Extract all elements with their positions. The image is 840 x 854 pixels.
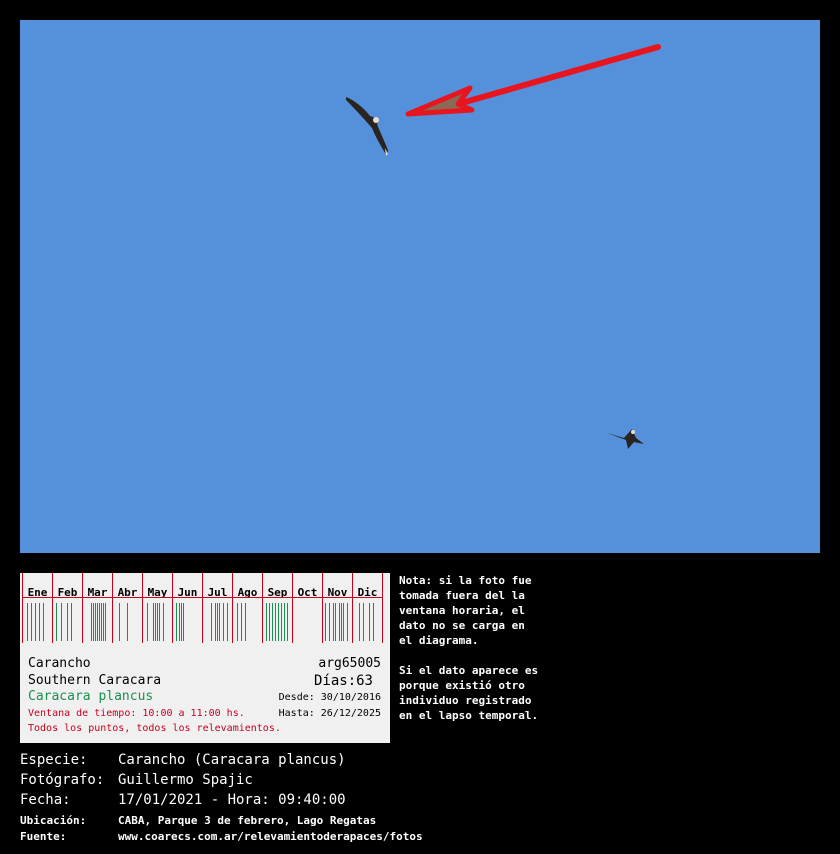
- photo-overlay: [20, 20, 820, 553]
- record-tick: [333, 603, 334, 641]
- record-tick: [275, 603, 276, 641]
- record-tick: [266, 603, 267, 641]
- record-tick: [153, 603, 154, 641]
- record-tick: [99, 603, 100, 641]
- record-tick: [181, 603, 182, 641]
- record-tick: [272, 603, 273, 641]
- record-tick: [101, 603, 102, 641]
- record-tick: [369, 603, 370, 641]
- record-tick: [97, 603, 98, 641]
- record-tick: [217, 603, 218, 641]
- month-label: Oct: [297, 586, 318, 599]
- record-tick: [341, 603, 342, 641]
- note-text: Nota: si la foto fue tomada fuera del la ventana horaria, el dato no se carga en el diagrama. Si el dato aparece es porque existió otro individuo registrado en el lapso temporal.: [399, 574, 539, 722]
- scientific-name: Caracara plancus: [28, 689, 154, 704]
- record-tick: [35, 603, 36, 641]
- month-label: Jul: [207, 586, 228, 599]
- record-tick: [71, 603, 72, 641]
- record-tick: [31, 603, 32, 641]
- record-tick: [284, 603, 285, 641]
- record-tick: [155, 603, 156, 641]
- species-code: arg65005: [318, 656, 381, 671]
- record-tick: [61, 603, 62, 641]
- month-label: Nov: [327, 586, 348, 599]
- record-tick: [159, 603, 160, 641]
- record-tick: [241, 603, 242, 641]
- fecha-label: Fecha:: [20, 792, 71, 808]
- fotografo-label: Fotógrafo:: [20, 772, 105, 788]
- month-column-feb: [52, 573, 82, 643]
- month-column-sep: [262, 573, 292, 643]
- record-tick: [179, 603, 180, 641]
- record-tick: [245, 603, 246, 641]
- month-column-dic: [352, 573, 382, 643]
- month-label: Jun: [177, 586, 198, 599]
- record-tick: [227, 603, 228, 641]
- fuente-value: www.coarecs.com.ar/relevamientoderapaces/fotos: [118, 830, 423, 843]
- record-tick: [56, 603, 57, 641]
- hasta-date: Hasta: 26/12/2025: [278, 708, 381, 719]
- record-tick: [183, 603, 184, 641]
- todos-text: Todos los puntos, todos los relevamientos.: [28, 723, 281, 734]
- record-tick: [335, 603, 336, 641]
- month-label: Sep: [267, 586, 288, 599]
- record-tick: [163, 603, 164, 641]
- record-tick: [147, 603, 148, 641]
- record-tick: [223, 603, 224, 641]
- record-tick: [215, 603, 216, 641]
- month-column-mar: [82, 573, 112, 643]
- record-tick: [27, 603, 28, 641]
- species-card: [20, 573, 390, 743]
- record-tick: [363, 603, 364, 641]
- month-diagram: [20, 573, 390, 643]
- month-label: Abr: [117, 586, 138, 599]
- record-tick: [119, 603, 120, 641]
- record-tick: [67, 603, 68, 641]
- record-tick: [281, 603, 282, 641]
- record-tick: [211, 603, 212, 641]
- especie-value: Carancho (Caracara plancus): [118, 752, 346, 768]
- record-tick: [359, 603, 360, 641]
- month-column-oct: [292, 573, 322, 643]
- month-label: Mar: [87, 586, 108, 599]
- month-column-jun: [172, 573, 202, 643]
- record-tick: [43, 603, 44, 641]
- fuente-label: Fuente:: [20, 830, 67, 843]
- month-column-abr: [112, 573, 142, 643]
- month-column-nov: [322, 573, 352, 643]
- common-name: Carancho: [28, 656, 91, 671]
- record-tick: [237, 603, 238, 641]
- record-tick: [219, 603, 220, 641]
- record-tick: [103, 603, 104, 641]
- record-tick: [127, 603, 128, 641]
- record-tick: [325, 603, 326, 641]
- month-label: Ago: [237, 586, 258, 599]
- especie-label: Especie:: [20, 752, 88, 768]
- dias-count: Días:63: [313, 673, 373, 689]
- record-tick: [105, 603, 106, 641]
- month-column-ago: [232, 573, 262, 643]
- record-tick: [347, 603, 348, 641]
- record-tick: [95, 603, 96, 641]
- record-tick: [93, 603, 94, 641]
- bird-1: [346, 97, 388, 156]
- record-tick: [329, 603, 330, 641]
- month-column-ene: [22, 573, 52, 643]
- ubicacion-label: Ubicación:: [20, 814, 87, 827]
- record-tick: [176, 603, 177, 641]
- record-tick: [269, 603, 270, 641]
- bird-photo: [20, 20, 820, 553]
- record-tick: [278, 603, 279, 641]
- record-tick: [339, 603, 340, 641]
- record-tick: [91, 603, 92, 641]
- month-column-jul: [202, 573, 232, 643]
- record-tick: [39, 603, 40, 641]
- red-arrow-annotation: [408, 47, 658, 114]
- fotografo-value: Guillermo Spajic: [118, 772, 253, 788]
- record-tick: [343, 603, 344, 641]
- month-label: Dic: [357, 586, 378, 599]
- month-label: Feb: [57, 586, 78, 599]
- fecha-value: 17/01/2021 - Hora: 09:40:00: [118, 792, 346, 808]
- ubicacion-value: CABA, Parque 3 de febrero, Lago Regatas: [118, 814, 377, 827]
- desde-date: Desde: 30/10/2016: [278, 692, 381, 703]
- english-name: Southern Caracara: [28, 673, 162, 688]
- record-tick: [157, 603, 158, 641]
- ventana-text: Ventana de tiempo: 10:00 a 11:00 hs.: [28, 708, 245, 719]
- month-label: May: [147, 586, 168, 599]
- record-tick: [373, 603, 374, 641]
- month-column-may: [142, 573, 172, 643]
- bird-2: [607, 429, 644, 449]
- month-label: Ene: [27, 586, 48, 599]
- record-tick: [287, 603, 288, 641]
